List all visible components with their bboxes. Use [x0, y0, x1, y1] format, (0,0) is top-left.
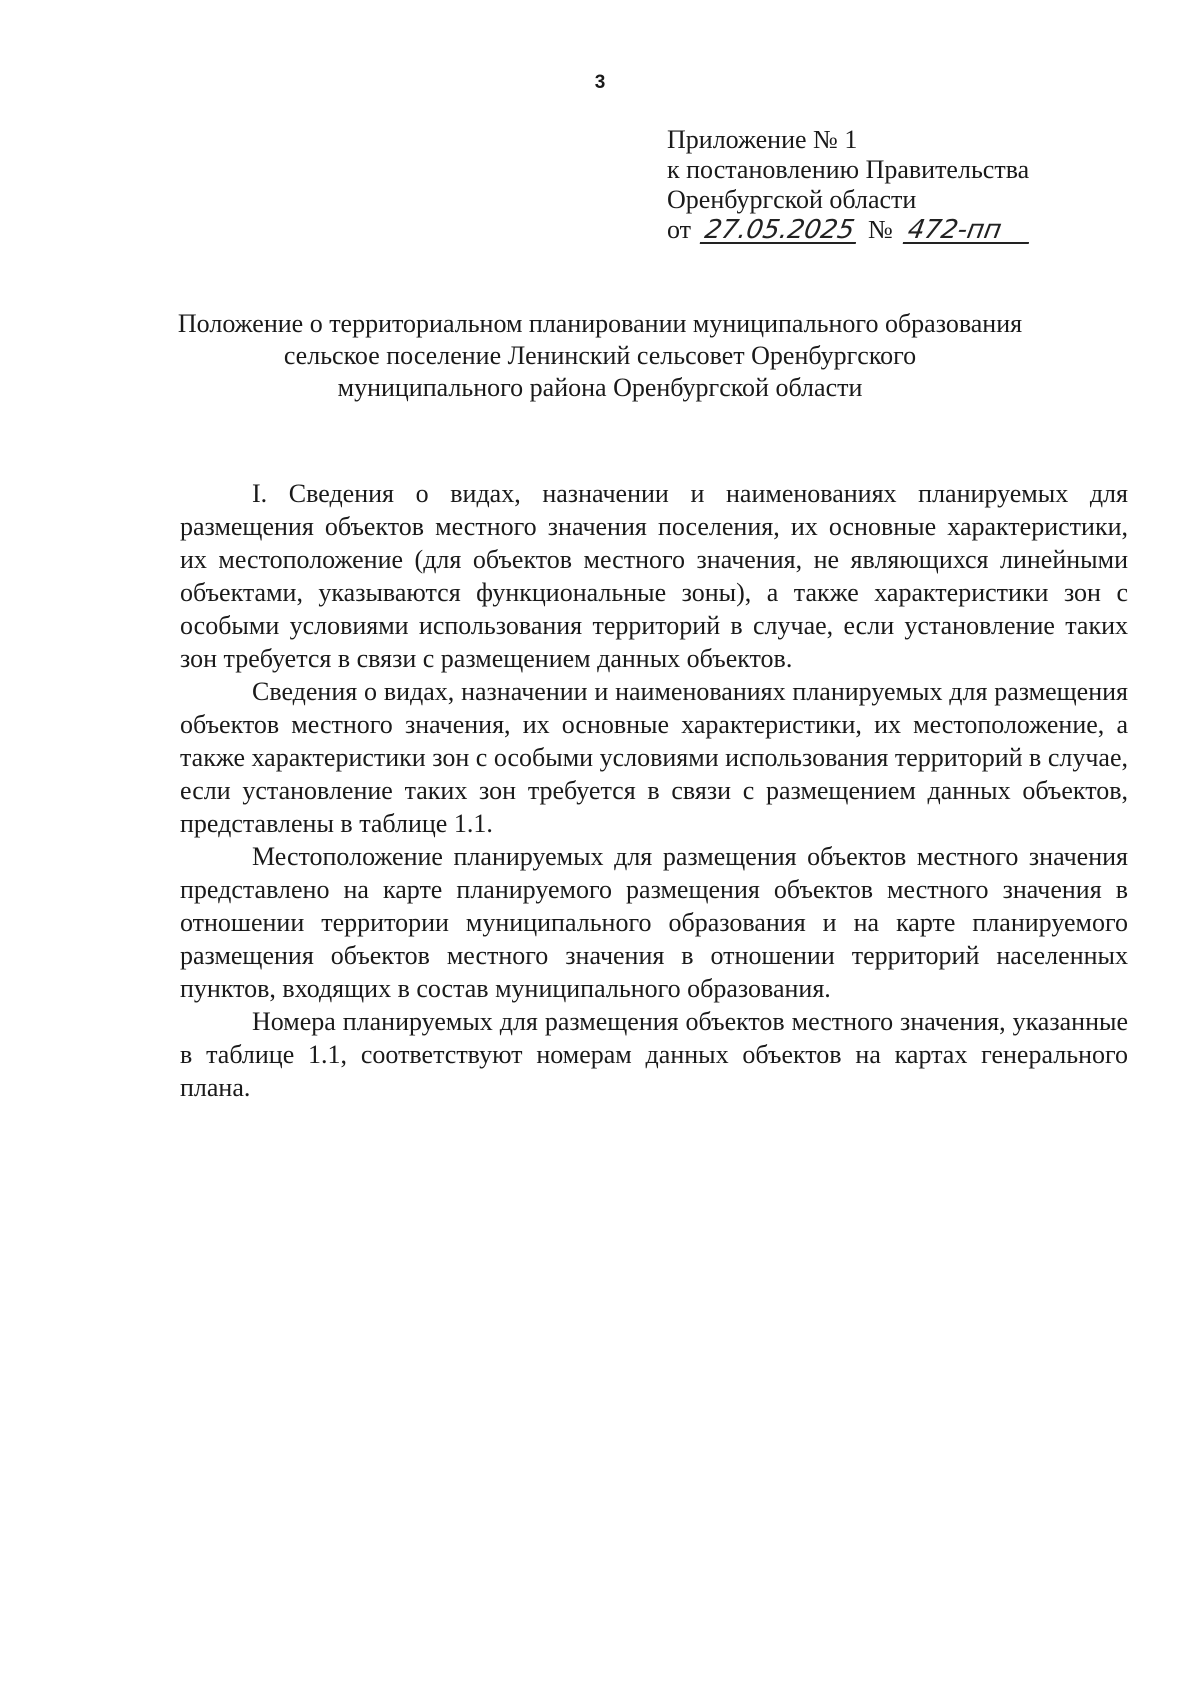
appendix-date-number-line	[667, 215, 1031, 245]
title-line-1: Положение о территориальном планировании муниципального образования	[177, 309, 1023, 338]
handwritten-date: 27.05.2025	[699, 218, 860, 244]
paragraph-1: I. Сведения о видах, назначении и наименованиях планируемых для размещения объектов местного значения поселения, их основные характеристики, их местоположение (для объектов местного значения, не являющихся линейными объектами, указываются функциональные зоны), а также характеристики зон с особыми условиями использования территорий в случае, если установление таких зон требуется в связи с размещением данных объектов.	[180, 479, 1128, 673]
title-line-3: муниципального района Оренбургской области	[337, 373, 863, 402]
title-line-2: сельское поселение Ленинский сельсовет Оренбургского	[283, 341, 917, 370]
appendix-title: Приложение № 1	[667, 125, 858, 154]
appendix-region: Оренбургской области	[667, 185, 917, 214]
paragraph-4: Номера планируемых для размещения объектов местного значения, указанные в таблице 1.1, соответствуют номерам данных объектов на картах генерального плана.	[180, 1007, 1128, 1102]
document-body	[180, 477, 1128, 1104]
page-number: 3	[594, 72, 606, 93]
paragraph-2: Сведения о видах, назначении и наименованиях планируемых для размещения объектов местного значения, их основные характеристики, их местоположение, а также характеристики зон с особыми условиями использования территорий в случае, если установление таких зон требуется в связи с размещением данных объектов, представлены в таблице 1.1.	[180, 677, 1128, 838]
document-title	[150, 308, 1050, 404]
appendix-block	[667, 125, 1031, 245]
appendix-prefix: от	[667, 215, 692, 244]
handwritten-number: 472-пп	[903, 218, 1034, 244]
paragraph-3: Местоположение планируемых для размещения объектов местного значения представлено на карте планируемого размещения объектов местного значения в отношении территории муниципального образования и на карте планируемого размещения объектов местного значения в отношении территорий населенных пунктов, входящих в состав муниципального образования.	[180, 842, 1128, 1003]
appendix-resolution-ref: к постановлению Правительства	[667, 155, 1030, 184]
number-sign: №	[868, 215, 893, 244]
